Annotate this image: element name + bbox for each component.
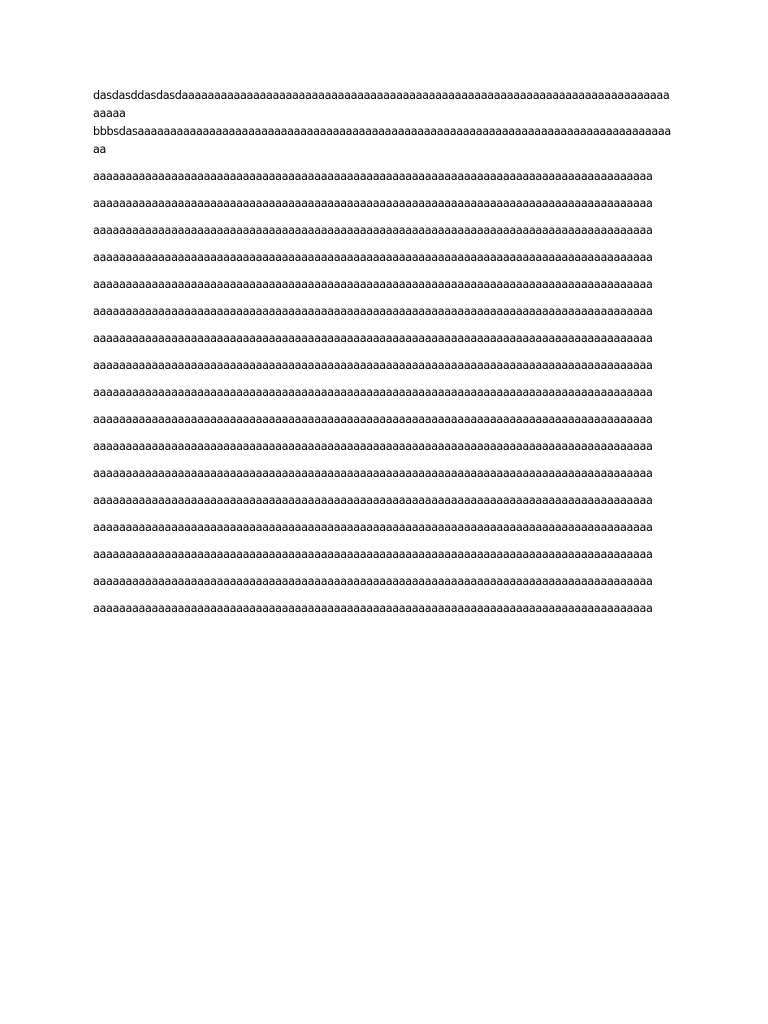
paragraph-2: bbbsdasaaaaaaaaaaaaaaaaaaaaaaaaaaaaaaaaaaaaaaaaaaaaaaaaaaaaaaaaaaaaaaaaaaaaaaaaaaaaaaaaaaaa bbox=[93, 125, 671, 156]
paragraph-8: aaaaaaaaaaaaaaaaaaaaaaaaaaaaaaaaaaaaaaaaaaaaaaaaaaaaaaaaaaaaaaaaaaaaaaaaaaaaaaaaaaaaaa bbox=[93, 305, 653, 318]
paragraph-9: aaaaaaaaaaaaaaaaaaaaaaaaaaaaaaaaaaaaaaaaaaaaaaaaaaaaaaaaaaaaaaaaaaaaaaaaaaaaaaaaaaaaaa bbox=[93, 332, 653, 345]
paragraph-15: aaaaaaaaaaaaaaaaaaaaaaaaaaaaaaaaaaaaaaaaaaaaaaaaaaaaaaaaaaaaaaaaaaaaaaaaaaaaaaaaaaaaaa bbox=[93, 494, 653, 507]
paragraph-18: aaaaaaaaaaaaaaaaaaaaaaaaaaaaaaaaaaaaaaaaaaaaaaaaaaaaaaaaaaaaaaaaaaaaaaaaaaaaaaaaaaaaaa bbox=[93, 575, 653, 588]
paragraph-16: aaaaaaaaaaaaaaaaaaaaaaaaaaaaaaaaaaaaaaaaaaaaaaaaaaaaaaaaaaaaaaaaaaaaaaaaaaaaaaaaaaaaaa bbox=[93, 521, 653, 534]
paragraph-14: aaaaaaaaaaaaaaaaaaaaaaaaaaaaaaaaaaaaaaaaaaaaaaaaaaaaaaaaaaaaaaaaaaaaaaaaaaaaaaaaaaaaaa bbox=[93, 467, 653, 480]
paragraph-17: aaaaaaaaaaaaaaaaaaaaaaaaaaaaaaaaaaaaaaaaaaaaaaaaaaaaaaaaaaaaaaaaaaaaaaaaaaaaaaaaaaaaaa bbox=[93, 548, 653, 561]
paragraph-7: aaaaaaaaaaaaaaaaaaaaaaaaaaaaaaaaaaaaaaaaaaaaaaaaaaaaaaaaaaaaaaaaaaaaaaaaaaaaaaaaaaaaaa bbox=[93, 278, 653, 291]
paragraph-10: aaaaaaaaaaaaaaaaaaaaaaaaaaaaaaaaaaaaaaaaaaaaaaaaaaaaaaaaaaaaaaaaaaaaaaaaaaaaaaaaaaaaaa bbox=[93, 359, 653, 372]
paragraph-3: aaaaaaaaaaaaaaaaaaaaaaaaaaaaaaaaaaaaaaaaaaaaaaaaaaaaaaaaaaaaaaaaaaaaaaaaaaaaaaaaaaaaaa bbox=[93, 170, 653, 183]
paragraph-6: aaaaaaaaaaaaaaaaaaaaaaaaaaaaaaaaaaaaaaaaaaaaaaaaaaaaaaaaaaaaaaaaaaaaaaaaaaaaaaaaaaaaaa bbox=[93, 251, 653, 264]
paragraph-13: aaaaaaaaaaaaaaaaaaaaaaaaaaaaaaaaaaaaaaaaaaaaaaaaaaaaaaaaaaaaaaaaaaaaaaaaaaaaaaaaaaaaaa bbox=[93, 440, 653, 453]
paragraph-1: dasdasddasdasdaaaaaaaaaaaaaaaaaaaaaaaaaaaaaaaaaaaaaaaaaaaaaaaaaaaaaaaaaaaaaaaaaaaaaaaaaaaaaaaa bbox=[93, 89, 670, 120]
paragraph-19: aaaaaaaaaaaaaaaaaaaaaaaaaaaaaaaaaaaaaaaaaaaaaaaaaaaaaaaaaaaaaaaaaaaaaaaaaaaaaaaaaaaaaa bbox=[93, 602, 653, 615]
paragraph-11: aaaaaaaaaaaaaaaaaaaaaaaaaaaaaaaaaaaaaaaaaaaaaaaaaaaaaaaaaaaaaaaaaaaaaaaaaaaaaaaaaaaaaa bbox=[93, 386, 653, 399]
document-body bbox=[93, 87, 673, 627]
paragraph-12: aaaaaaaaaaaaaaaaaaaaaaaaaaaaaaaaaaaaaaaaaaaaaaaaaaaaaaaaaaaaaaaaaaaaaaaaaaaaaaaaaaaaaa bbox=[93, 413, 653, 426]
paragraph-4: aaaaaaaaaaaaaaaaaaaaaaaaaaaaaaaaaaaaaaaaaaaaaaaaaaaaaaaaaaaaaaaaaaaaaaaaaaaaaaaaaaaaaa bbox=[93, 197, 653, 210]
paragraph-5: aaaaaaaaaaaaaaaaaaaaaaaaaaaaaaaaaaaaaaaaaaaaaaaaaaaaaaaaaaaaaaaaaaaaaaaaaaaaaaaaaaaaaa bbox=[93, 224, 653, 237]
